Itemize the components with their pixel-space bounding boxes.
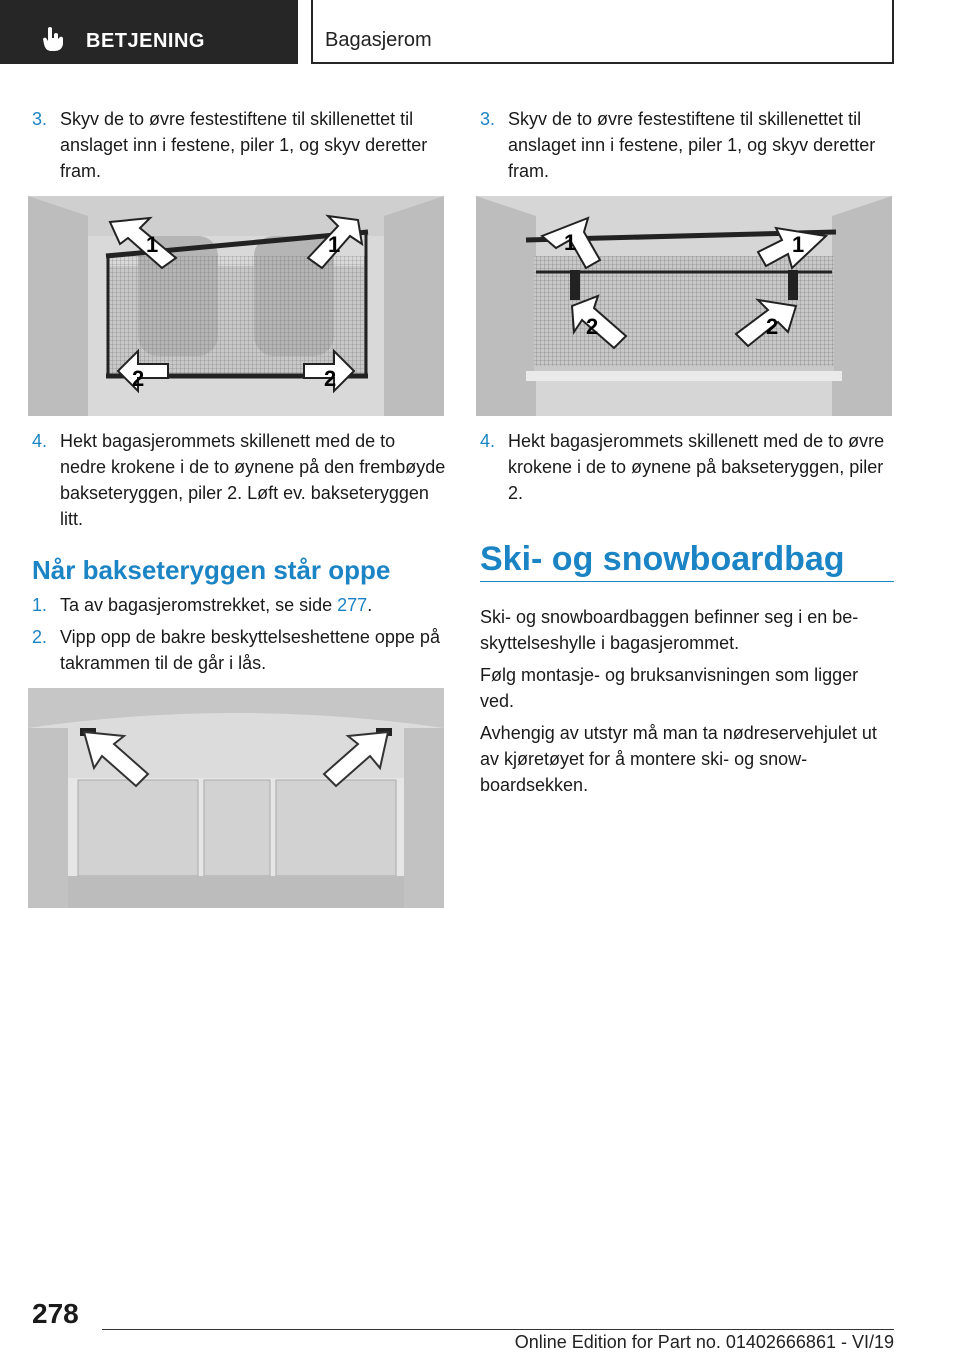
paragraph: Følg montasje- og bruksanvisningen som ligger ved.: [480, 665, 859, 711]
arrow-label: 2: [132, 366, 145, 391]
step-text: Vipp opp de bakre beskyttelseshettene oppe på takrammen til de går i lås.: [60, 627, 440, 673]
subheading: Når bakseteryggen står oppe: [32, 555, 391, 585]
step-text: Hekt bagasjerommets skillenett med de to nedre krokene i de to øynene på den frembøyde bakseteryggen, piler 2. Løft ev. bakseteryggen litt.: [60, 431, 446, 529]
heading-rule: [480, 581, 894, 582]
step-number: 4.: [32, 431, 48, 451]
footer-rule: [102, 1329, 894, 1330]
arrow-label: 1: [146, 232, 159, 257]
arrow-label: 1: [328, 232, 341, 257]
paragraph: Ski- og snowboardbaggen befinner seg i en beskyttelseshylle i bagasjerommet.: [480, 607, 859, 653]
section-heading: Ski- og snowboardbag: [480, 540, 845, 578]
figure-net-lower-hooks: [28, 196, 444, 416]
arrow-label: 2: [324, 366, 337, 391]
step-text: Skyv de to øvre festestiftene til skillenettet til anslaget inn i festene, piler 1, og skyv deretter fram.: [60, 109, 428, 181]
chapter-title-box: [311, 0, 894, 64]
page-reference-link[interactable]: 277: [337, 595, 368, 615]
figure-protective-caps: [28, 688, 444, 908]
arrow-label: 1: [564, 230, 577, 255]
step-text: Skyv de to øvre festestiftene til skillenettet til anslaget inn i festene, piler 1, og skyv deretter fram.: [508, 109, 876, 181]
chapter-title: Bagasjerom: [325, 29, 432, 51]
section-label: BETJENING: [86, 30, 205, 52]
arrow-label: 2: [766, 314, 779, 339]
step-text: Ta av bagasjeromstrekket, se side 277.: [60, 595, 373, 615]
page-number: 278: [32, 1298, 79, 1329]
section-tab: [0, 0, 298, 64]
paragraph: Avhengig av utstyr må man ta nødreservehjulet ut av kjøretøyet for å montere ski- og snowboardsekken.: [480, 723, 877, 795]
step-number: 3.: [32, 109, 48, 129]
edition-note: Online Edition for Part no. 01402666861 - VI/19: [514, 1332, 894, 1352]
hand-pointer-icon: [40, 26, 66, 52]
step-number: 1.: [32, 595, 48, 615]
step-number: 3.: [480, 109, 496, 129]
step-number: 4.: [480, 431, 496, 451]
arrow-label: 1: [792, 232, 805, 257]
step-text: Hekt bagasjerommets skillenett med de to øvre krokene i de to øynene på bakseteryggen, piler 2.: [508, 431, 885, 503]
step-number: 2.: [32, 627, 48, 647]
figure-net-upper-hooks: [476, 196, 892, 416]
arrow-label: 2: [586, 314, 599, 339]
